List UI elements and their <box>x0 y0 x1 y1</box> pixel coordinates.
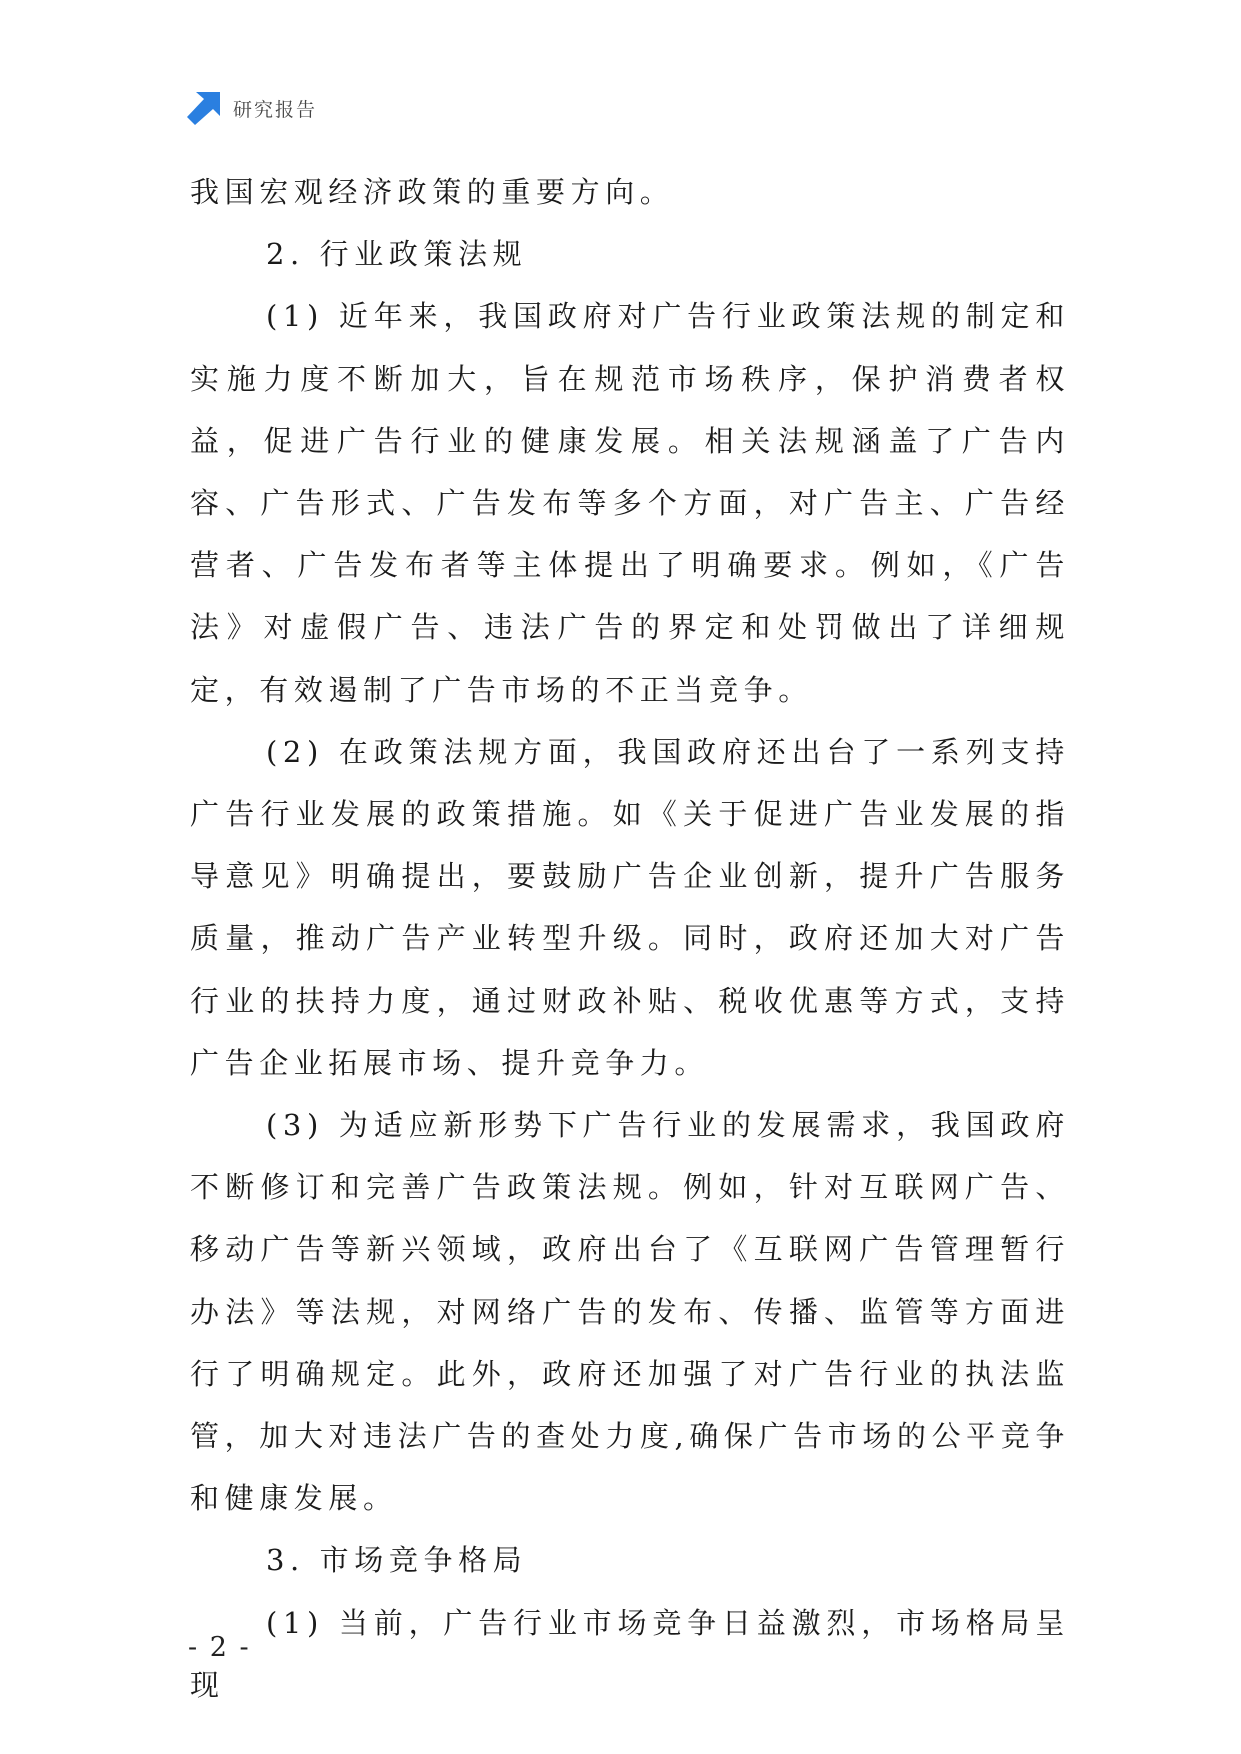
section-heading-market-competition: 3. 市场竞争格局 <box>266 1543 528 1578</box>
page-number: - 2 - <box>188 1632 251 1663</box>
document-body <box>190 161 1070 1716</box>
section-heading-industry-policy: 2. 行业政策法规 <box>266 237 528 272</box>
paragraph-policy-2: (2) 在政策法规方面，我国政府还出台了一系列支持广告行业发展的政策措施。如《关于促进广告业发展的指导意见》明确提出，要鼓励广告企业创新，提升广告服务质量，推动广告产业转型升级。同时，政府还加大对广告行业的扶持力度，通过财政补贴、税收优惠等方式，支持广告企业拓展市场、提升竞争力。 <box>190 734 1070 1080</box>
paragraph-policy-1: (1) 近年来，我国政府对广告行业政策法规的制定和实施力度不断加大，旨在规范市场秩序，保护消费者权益，促进广告行业的健康发展。相关法规涵盖了广告内容、广告形式、广告发布等多个方面，对广告主、广告经营者、广告发布者等主体提出了明确要求。例如，《广告法》对虚假广告、违法广告的界定和处罚做出了详细规定，有效遏制了广告市场的不正当竞争。 <box>190 299 1070 707</box>
header-label: 研究报告 <box>233 98 318 121</box>
paragraph-competition-1: (1) 当前，广告行业市场竞争日益激烈，市场格局呈现 <box>190 1605 1070 1702</box>
paragraph-policy-3: (3) 为适应新形势下广告行业的发展需求，我国政府不断修订和完善广告政策法规。例如，针对互联网广告、移动广告等新兴领域，政府出台了《互联网广告管理暂行办法》等法规，对网络广告的发布、传播、监管等方面进行了明确规定。此外，政府还加强了对广告行业的执法监管，加大对违法广告的查处力度,确保广告市场的公平竞争和健康发展。 <box>190 1108 1070 1516</box>
arrow-up-right-icon <box>187 91 221 125</box>
paragraph-continuation: 我国宏观经济政策的重要方向。 <box>190 175 675 209</box>
page-header <box>187 90 317 126</box>
